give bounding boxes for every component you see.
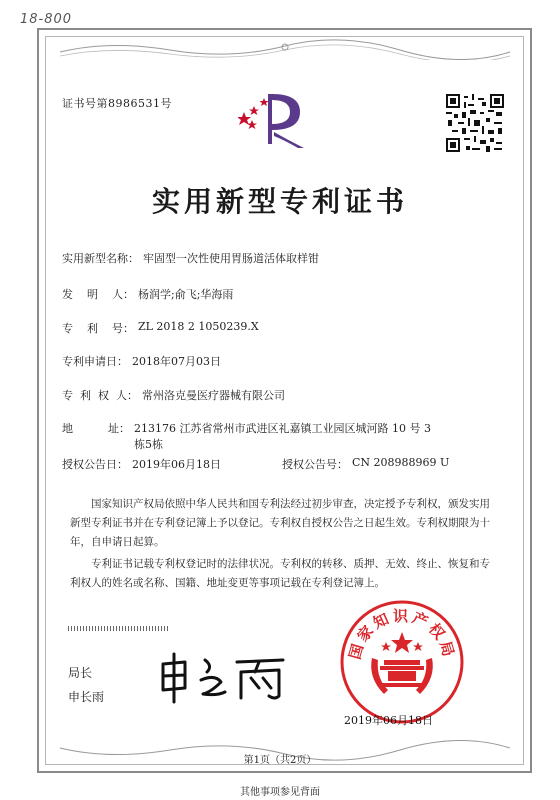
official-seal — [338, 598, 466, 726]
filing-date-value: 2018年07月03日 — [132, 355, 221, 368]
inventor-value: 杨润学;俞飞;华海雨 — [137, 288, 234, 301]
address-line-1: 213176 江苏省常州市武进区礼嘉镇工业园区城河路 10 号 3 — [133, 422, 431, 435]
patentee-value: 常州洛克曼医疗器械有限公司 — [141, 389, 285, 402]
legal-paragraph-1: 国家知识产权局依照中华人民共和国专利法经过初步审查，决定授予专利权，颁发实用新型专利证书并在专利登记簿上予以登记。专利权自授权公告之日起生效。专利权期限为十年，自申请日起算。 — [70, 498, 490, 548]
grant-number-row — [282, 456, 449, 472]
address-row — [62, 420, 431, 452]
inventor-label: 发 明 人： — [62, 288, 134, 301]
seal-text: 国家知识产权局 — [345, 607, 459, 662]
footer-note: 其他事项参见背面 — [240, 787, 320, 798]
utility-model-name-value: 牢固型一次性使用胃肠道活体取样钳 — [143, 252, 319, 265]
patent-number-row — [62, 320, 259, 336]
grant-date-value: 2019年06月18日 — [132, 458, 221, 471]
seal-date: 2019年06月18日 — [344, 714, 433, 727]
patentee-label: 专 利 权 人： — [62, 389, 138, 402]
qr-code — [446, 94, 504, 152]
address-value — [134, 420, 431, 452]
utility-model-name-row — [62, 250, 319, 266]
grant-number-label: 授权公告号： — [282, 458, 348, 471]
address-line-2: 栋5栋 — [133, 438, 163, 451]
filing-date-label: 专利申请日： — [62, 355, 128, 368]
inventor-row — [62, 286, 233, 302]
grant-number-value: CN 208988969 U — [352, 456, 450, 469]
address-label: 地 址： — [62, 422, 130, 435]
page-indicator: 第1页（共2页） — [243, 755, 317, 766]
director-title: 局长 — [68, 666, 93, 680]
director-name: 申长雨 — [68, 690, 105, 704]
grant-date-label: 授权公告日： — [62, 458, 128, 471]
handwritten-note: 18-800 — [20, 12, 73, 27]
dotted-divider — [68, 626, 168, 631]
patent-number-label: 专 利 号： — [62, 322, 134, 335]
filing-date-row — [62, 353, 221, 369]
director-signature — [155, 650, 295, 705]
patent-number-value: ZL 2018 2 1050239.X — [137, 320, 259, 333]
certificate-title: 实用新型专利证书 — [151, 185, 408, 218]
legal-paragraph-2: 专利证书记载专利权登记时的法律状况。专利权的转移、质押、无效、终止、恢复和专利权人的姓名或名称、国籍、地址变更等事项记载在专利登记簿上。 — [70, 558, 490, 589]
utility-model-name-label: 实用新型名称： — [62, 252, 139, 265]
cnipa-logo — [238, 90, 308, 152]
grant-date-row — [62, 456, 221, 472]
top-ornament — [50, 38, 520, 60]
patentee-row — [62, 387, 285, 403]
certificate-number: 证书号第8986531号 — [62, 97, 172, 110]
